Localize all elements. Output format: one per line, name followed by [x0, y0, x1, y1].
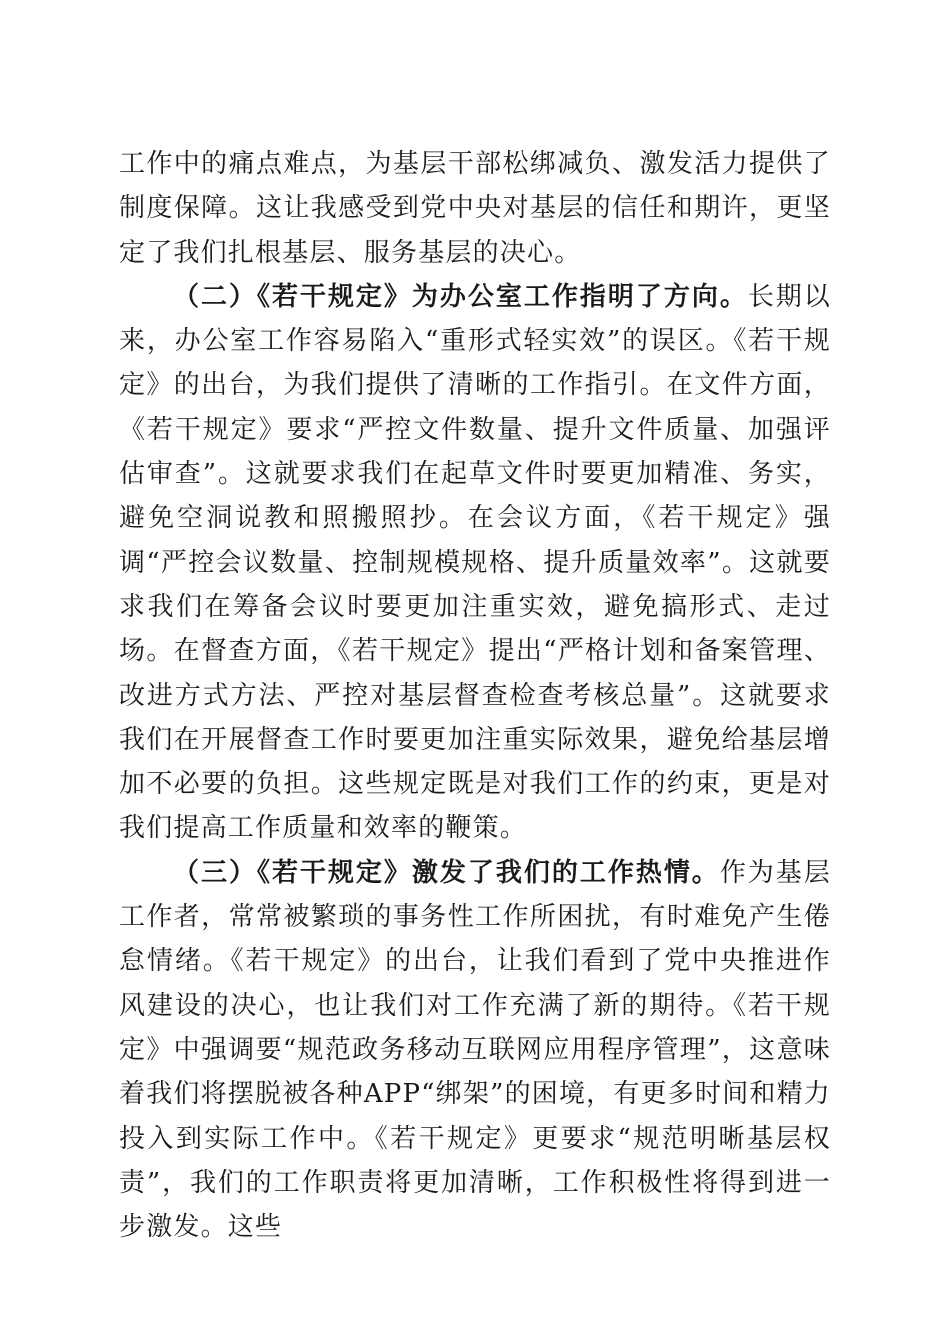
- paragraph-continuation: [119, 142, 831, 275]
- section-two-heading: （二）《若干规定》为办公室工作指明了方向。: [173, 281, 748, 312]
- section-three-heading: （三）《若干规定》激发了我们的工作热情。: [173, 857, 720, 888]
- paragraph-body-text: 作为基层工作者，常常被繁琐的事务性工作所困扰，有时难免产生倦怠情绪。《若干规定》的出台，让我们看到了党中央推进作风建设的决心，也让我们对工作充满了新的期待。《若干规定》中强调要“规范政务移动互联网应用程序管理”，这意味着我们将摆脱被各种APP“绑架”的困境，有更多时间和精力投入到实际工作中。《若干规定》更要求“规范明晰基层权责”，我们的工作职责将更加清晰，工作积极性将得到进一步激发。这些: [119, 857, 831, 1243]
- paragraph-section-two: [119, 275, 831, 851]
- paragraph-body-text: 工作中的痛点难点，为基层干部松绑减负、激发活力提供了制度保障。这让我感受到党中央对基层的信任和期许，更坚定了我们扎根基层、服务基层的决心。: [119, 149, 831, 268]
- paragraph-section-three: [119, 851, 831, 1250]
- document-body: [119, 142, 831, 1249]
- paragraph-body-text: 长期以来，办公室工作容易陷入“重形式轻实效”的误区。《若干规定》的出台，为我们提供了清晰的工作指引。在文件方面，《若干规定》要求“严控文件数量、提升文件质量、加强评估审查”。这就要求我们在起草文件时要更加精准、务实，避免空洞说教和照搬照抄。在会议方面，《若干规定》强调“严控会议数量、控制规模规格、提升质量效率”。这就要求我们在筹备会议时要更加注重实效，避免搞形式、走过场。在督查方面，《若干规定》提出“严格计划和备案管理、改进方式方法、严控对基层督查检查考核总量”。这就要求我们在开展督查工作时要更加注重实际效果，避免给基层增加不必要的负担。这些规定既是对我们工作的约束，更是对我们提高工作质量和效率的鞭策。: [119, 281, 831, 844]
